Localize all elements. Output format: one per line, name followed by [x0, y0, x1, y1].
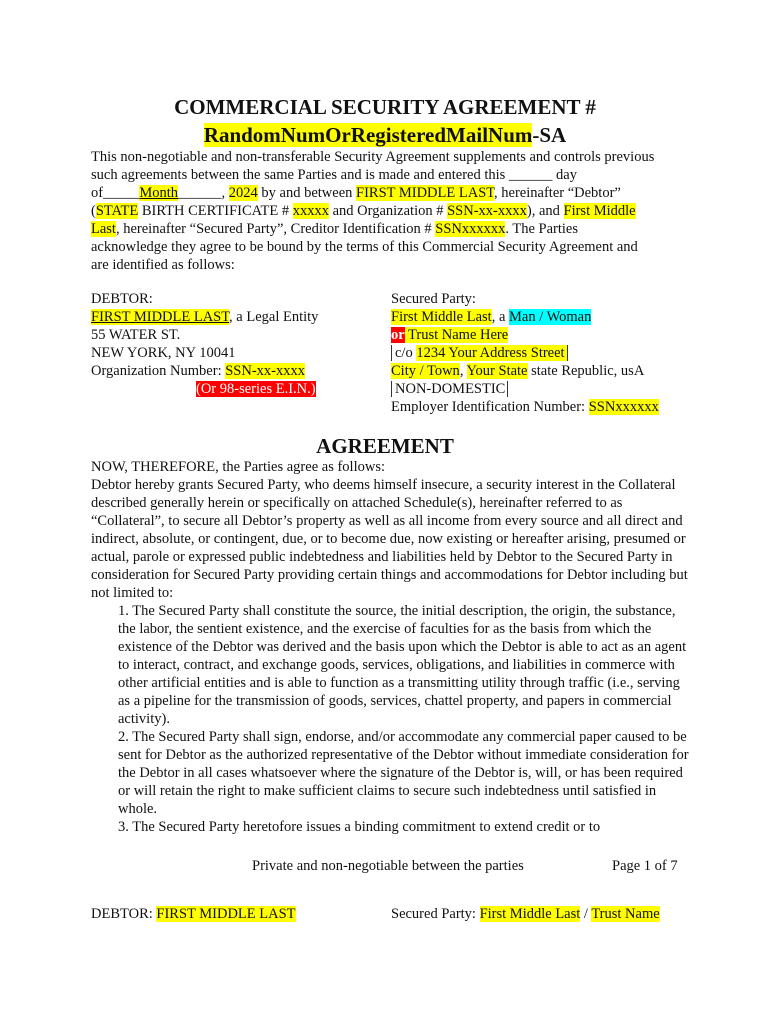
secured-party-block	[391, 290, 659, 416]
agreement-paragraph: Debtor hereby grants Secured Party, who deems himself insecure, a security interest in the Collateral described generally herein or specifically on attached Schedule(s), hereinafter referred to as “Collateral”, to secure all Debtor’s property as well as all income from every source and all direct and indirect, absolute, or contingent, due, or to become due, now existing or hereafter arising, presumed or actual, parole or expressed public indebtedness and liabilities held by Debtor to the Secured Party in consideration for Secured Party providing certain things and accommodations for Debtor including but not limited to:	[91, 477, 688, 601]
debtor-label: DEBTOR:	[91, 291, 153, 307]
agreement-body	[91, 458, 691, 836]
agreement-item-2: 2. The Secured Party shall sign, endorse, and/or accommodate any commercial paper caused to be sent for Debtor as the authorized representative of the Debtor without immediate consideration for the Debtor in all cases whatsoever where the signature of the Debtor is, will, or has been required or will retain the right to make sufficient claims to secure such indebtedness until satisfied in whole.	[118, 729, 689, 817]
title-line-1: COMMERCIAL SECURITY AGREEMENT #	[174, 95, 596, 119]
footer-debtor	[91, 905, 296, 923]
document-title	[0, 94, 770, 120]
agreement-item-3: 3. The Secured Party heretofore issues a binding commitment to extend credit or to	[118, 819, 601, 835]
title-suffix: -SA	[532, 123, 567, 147]
intro-line	[91, 220, 691, 238]
secured-line	[391, 308, 659, 326]
agreement-paragraph: NOW, THEREFORE, the Parties agree as follows:	[91, 459, 385, 475]
text: , a Legal Entity	[229, 309, 319, 325]
debtor-org	[91, 362, 318, 380]
intro-line: acknowledge they agree to be bound by the terms of this Commercial Security Agreement and	[91, 239, 638, 255]
non-domestic: NON-DOMESTIC	[391, 381, 508, 397]
intro-line: are identified as follows:	[91, 257, 235, 273]
text: Employer Identification Number:	[391, 399, 589, 415]
agreement-item-1: 1. The Secured Party shall constitute the source, the initial description, the origin, the substance, the labor, the sentient existence, and the exercise of faculties for as the basis from which the existence of the Debtor was derived and the basis upon which the Debtor is able to act as an agent to interact, contract, and exchange goods, services, obligations, and liabilities in commerce with other artificial entities and is able to function as a transmitting utility through traffic (i.e., serving as a pipeline for the transmission of goods, services, chattel property, and papers in commercial activity).	[118, 603, 687, 727]
secured-label: Secured Party:	[391, 291, 476, 307]
trust-name: Trust Name Here	[404, 327, 509, 343]
text: DEBTOR:	[91, 906, 157, 922]
ein-line	[391, 398, 659, 416]
secured-name-field: First Middle	[563, 203, 636, 219]
or-marker: or	[391, 327, 405, 343]
text: by and between	[257, 185, 357, 201]
text: state Republic, usA	[527, 363, 645, 379]
page-number: Page 1 of 7	[612, 858, 678, 874]
intro-line: such agreements between the same Parties and is made and entered this ______ day	[91, 167, 577, 183]
text: , hereinafter “Debtor”	[494, 185, 621, 201]
footer-trust-name: Trust Name	[591, 906, 660, 922]
ein-note: (Or 98-series E.I.N.)	[196, 381, 316, 397]
gender-field: Man / Woman	[509, 309, 592, 325]
org-number-field: SSN-xx-xxxx	[447, 203, 527, 219]
debtor-name-field: FIRST MIDDLE LAST	[356, 185, 495, 201]
agreement-heading: AGREEMENT	[316, 434, 454, 458]
text: ,	[459, 363, 467, 379]
text: BIRTH CERTIFICATE #	[138, 203, 293, 219]
intro-paragraph	[91, 148, 691, 274]
text: of_____	[91, 185, 140, 201]
text: and Organization #	[328, 203, 448, 219]
debtor-city: NEW YORK, NY 10041	[91, 345, 236, 361]
text: (	[91, 203, 96, 219]
cert-number-field: xxxxx	[292, 203, 329, 219]
trust-line	[391, 326, 659, 344]
debtor-street: 55 WATER ST.	[91, 327, 181, 343]
secured-name: First Middle Last	[391, 309, 492, 325]
text: ), and	[526, 203, 564, 219]
debtor-org-number: SSN-xx-xxxx	[225, 363, 305, 379]
footer-secured-name: First Middle Last	[479, 906, 581, 922]
ein-note-line	[91, 380, 318, 398]
intro-line: This non-negotiable and non-transferable Security Agreement supplements and controls previous	[91, 149, 655, 165]
text: /	[580, 906, 592, 922]
text: . The Parties	[505, 221, 578, 237]
intro-line	[91, 202, 691, 220]
month-field: Month	[139, 185, 179, 201]
text: Secured Party:	[391, 906, 480, 922]
text: , hereinafter “Secured Party”, Creditor Identification #	[115, 221, 436, 237]
year-field: 2024	[228, 185, 258, 201]
text: Organization Number:	[91, 363, 226, 379]
state-field: STATE	[95, 203, 139, 219]
document-title-code	[0, 122, 770, 148]
debtor-line	[91, 308, 318, 326]
city-line	[391, 362, 659, 380]
creditor-id-field: SSNxxxxxx	[435, 221, 506, 237]
intro-line	[91, 184, 691, 202]
text: ______,	[178, 185, 229, 201]
debtor-block	[91, 290, 318, 398]
city-field: City / Town	[391, 363, 460, 379]
secured-name-field: Last	[91, 221, 116, 237]
address-field: 1234 Your Address Street	[416, 345, 567, 361]
non-domestic-line	[391, 380, 659, 398]
text: , a	[491, 309, 510, 325]
agreement-number: RandomNumOrRegisteredMailNum	[203, 123, 533, 147]
footer-debtor-name: FIRST MIDDLE LAST	[156, 906, 296, 922]
ein-field: SSNxxxxxx	[588, 399, 659, 415]
footer-secured	[391, 905, 660, 923]
debtor-name: FIRST MIDDLE LAST	[91, 309, 230, 325]
text: c/o	[391, 345, 416, 361]
footer-notice: Private and non-negotiable between the parties	[252, 858, 524, 874]
address-line	[391, 344, 659, 362]
state-field: Your State	[466, 363, 528, 379]
